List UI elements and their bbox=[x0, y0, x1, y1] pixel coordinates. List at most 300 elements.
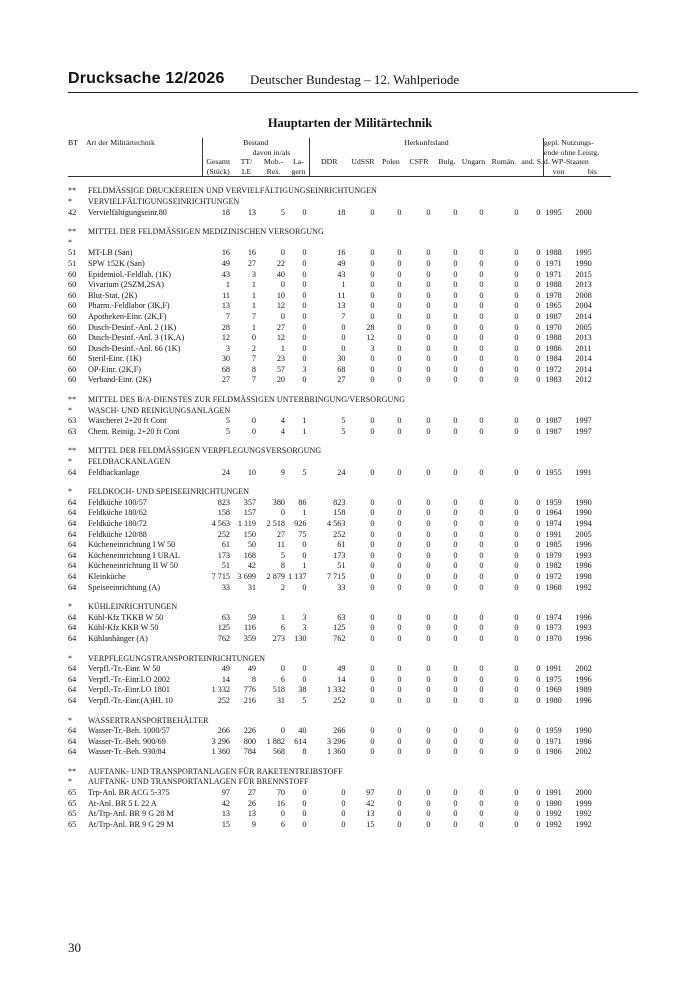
cell-lagern: 0 bbox=[302, 664, 307, 674]
cell-von: 1955 bbox=[545, 467, 562, 477]
cell-polen: 0 bbox=[397, 416, 402, 426]
cell-von: 1988 bbox=[545, 333, 562, 343]
section-marker: ** bbox=[68, 766, 77, 776]
cell-ands: 0 bbox=[536, 788, 541, 798]
cell-ungarn: 0 bbox=[479, 426, 484, 436]
section-heading bbox=[68, 197, 611, 208]
header-bulg: Bulg. bbox=[438, 157, 456, 167]
cell-rumaen: 0 bbox=[514, 529, 519, 539]
cell-bulg: 0 bbox=[453, 364, 458, 374]
cell-ddr: 1 360 bbox=[327, 747, 346, 757]
cell-csfr: 0 bbox=[426, 207, 431, 217]
cell-bis: 1998 bbox=[575, 571, 592, 581]
cell-udssr: 0 bbox=[370, 258, 375, 268]
cell-gesamt: 252 bbox=[217, 529, 230, 539]
cell-bis: 1996 bbox=[575, 674, 592, 684]
cell-mob-res: 0 bbox=[280, 664, 285, 674]
cell-mob-res: 20 bbox=[276, 375, 285, 385]
table-row bbox=[68, 561, 611, 572]
cell-bis: 1990 bbox=[575, 258, 592, 268]
cell-ands: 0 bbox=[536, 582, 541, 592]
cell-lagern: 0 bbox=[302, 301, 307, 311]
cell-udssr: 0 bbox=[370, 664, 375, 674]
cell-ands: 0 bbox=[536, 736, 541, 746]
cell-csfr: 0 bbox=[426, 311, 431, 321]
equipment-name: At/Trp-Anl. BR 9 G 28 M bbox=[88, 809, 174, 819]
cell-ddr: 43 bbox=[337, 269, 346, 279]
header-gepl-2: ende ohne Leistg. bbox=[543, 148, 611, 158]
table-row bbox=[68, 333, 611, 344]
cell-bulg: 0 bbox=[453, 343, 458, 353]
bt-code: 64 bbox=[68, 582, 77, 592]
cell-von: 1983 bbox=[545, 375, 562, 385]
cell-polen: 0 bbox=[397, 354, 402, 364]
cell-von: 1971 bbox=[545, 736, 562, 746]
cell-tt-le: 13 bbox=[247, 207, 256, 217]
cell-ddr: 252 bbox=[333, 529, 346, 539]
cell-csfr: 0 bbox=[426, 280, 431, 290]
header-gern: gern bbox=[288, 167, 309, 177]
cell-ands: 0 bbox=[536, 364, 541, 374]
header-art: Art der Militärtechnik bbox=[86, 138, 155, 147]
cell-ddr: 0 bbox=[341, 788, 346, 798]
cell-udssr: 0 bbox=[370, 726, 375, 736]
cell-gesamt: 762 bbox=[217, 633, 230, 643]
section-heading bbox=[68, 767, 611, 778]
cell-von: 1991 bbox=[545, 788, 562, 798]
equipment-name: Dusch-Desinf.-Anl. 3 (1K,A) bbox=[88, 333, 185, 343]
cell-bis: 1996 bbox=[575, 561, 592, 571]
cell-von: 1988 bbox=[545, 280, 562, 290]
cell-ands: 0 bbox=[536, 311, 541, 321]
cell-mob-res: 6 bbox=[280, 819, 285, 829]
cell-udssr: 0 bbox=[370, 248, 375, 258]
cell-gesamt: 252 bbox=[217, 695, 230, 705]
cell-tt-le: 1 119 bbox=[237, 519, 256, 528]
section-label: WASCH- UND REINIGUNGSANLAGEN bbox=[88, 405, 231, 415]
cell-ands: 0 bbox=[536, 426, 541, 436]
cell-csfr: 0 bbox=[426, 519, 431, 528]
cell-udssr: 13 bbox=[366, 809, 375, 819]
cell-csfr: 0 bbox=[426, 322, 431, 332]
cell-mob-res: 6 bbox=[280, 623, 285, 633]
section-marker: ** bbox=[68, 395, 77, 405]
cell-von: 1973 bbox=[545, 623, 562, 633]
cell-mob-res: 16 bbox=[276, 798, 285, 808]
cell-rumaen: 0 bbox=[514, 550, 519, 560]
cell-ddr: 14 bbox=[337, 674, 346, 684]
section-marker: * bbox=[68, 237, 73, 247]
table-header bbox=[68, 138, 611, 177]
equipment-name: Feldküche 180/72 bbox=[88, 519, 147, 528]
cell-rumaen: 0 bbox=[514, 301, 519, 311]
cell-polen: 0 bbox=[397, 269, 402, 279]
cell-tt-le: 216 bbox=[243, 695, 256, 705]
cell-mob-res: 10 bbox=[276, 290, 285, 300]
cell-ungarn: 0 bbox=[479, 736, 484, 746]
cell-tt-le: 157 bbox=[243, 508, 256, 518]
cell-lagern: 1 bbox=[302, 561, 307, 571]
cell-lagern: 0 bbox=[302, 354, 307, 364]
cell-csfr: 0 bbox=[426, 540, 431, 550]
cell-ungarn: 0 bbox=[479, 311, 484, 321]
cell-ddr: 0 bbox=[341, 819, 346, 829]
cell-rumaen: 0 bbox=[514, 497, 519, 507]
header-rule bbox=[68, 92, 638, 93]
cell-ands: 0 bbox=[536, 798, 541, 808]
cell-csfr: 0 bbox=[426, 354, 431, 364]
cell-mob-res: 22 bbox=[276, 258, 285, 268]
header-gepl-1: gepl. Nutzungs- bbox=[543, 138, 611, 148]
cell-bis: 1996 bbox=[575, 736, 592, 746]
cell-bis: 1996 bbox=[575, 540, 592, 550]
cell-rumaen: 0 bbox=[514, 311, 519, 321]
cell-ungarn: 0 bbox=[479, 529, 484, 539]
cell-csfr: 0 bbox=[426, 788, 431, 798]
bt-code: 64 bbox=[68, 550, 77, 560]
cell-polen: 0 bbox=[397, 726, 402, 736]
cell-csfr: 0 bbox=[426, 561, 431, 571]
cell-mob-res: 12 bbox=[276, 301, 285, 311]
cell-gesamt: 1 360 bbox=[211, 747, 230, 757]
header-davon: davon in/als bbox=[252, 147, 291, 157]
cell-polen: 0 bbox=[397, 529, 402, 539]
cell-udssr: 0 bbox=[370, 623, 375, 633]
cell-tt-le: 168 bbox=[243, 550, 256, 560]
table-row bbox=[68, 696, 611, 707]
cell-ungarn: 0 bbox=[479, 582, 484, 592]
cell-rumaen: 0 bbox=[514, 540, 519, 550]
cell-gesamt: 24 bbox=[221, 467, 230, 477]
cell-gesamt: 27 bbox=[221, 375, 230, 385]
cell-lagern: 3 bbox=[302, 364, 307, 374]
header-ands: and. S. bbox=[521, 157, 543, 167]
cell-udssr: 0 bbox=[370, 497, 375, 507]
header-tt: TT/ bbox=[240, 157, 253, 167]
cell-mob-res: 40 bbox=[276, 269, 285, 279]
cell-bulg: 0 bbox=[453, 788, 458, 798]
cell-bis: 2005 bbox=[575, 529, 592, 539]
cell-gesamt: 14 bbox=[221, 674, 230, 684]
cell-bulg: 0 bbox=[453, 674, 458, 684]
cell-bis: 2013 bbox=[575, 280, 592, 290]
cell-ands: 0 bbox=[536, 497, 541, 507]
cell-ddr: 0 bbox=[341, 809, 346, 819]
cell-rumaen: 0 bbox=[514, 248, 519, 258]
cell-ungarn: 0 bbox=[479, 364, 484, 374]
cell-polen: 0 bbox=[397, 685, 402, 695]
cell-ddr: 5 bbox=[341, 426, 346, 436]
cell-csfr: 0 bbox=[426, 695, 431, 705]
cell-tt-le: 116 bbox=[244, 623, 256, 633]
cell-ands: 0 bbox=[536, 747, 541, 757]
cell-von: 1970 bbox=[545, 322, 562, 332]
cell-mob-res: 5 bbox=[280, 207, 285, 217]
table-row bbox=[68, 270, 611, 281]
cell-bis: 1993 bbox=[575, 623, 592, 633]
cell-von: 1991 bbox=[545, 529, 562, 539]
cell-bis: 1996 bbox=[575, 695, 592, 705]
header-res: Res. bbox=[259, 167, 288, 177]
cell-ddr: 4 563 bbox=[327, 519, 346, 528]
cell-von: 1980 bbox=[545, 695, 562, 705]
cell-mob-res: 70 bbox=[276, 788, 285, 798]
cell-ddr: 3 296 bbox=[327, 736, 346, 746]
cell-tt-le: 150 bbox=[243, 529, 256, 539]
bt-code: 64 bbox=[68, 540, 77, 550]
cell-polen: 0 bbox=[397, 343, 402, 353]
equipment-name: Kühl-Kfz KKB W 50 bbox=[88, 623, 159, 633]
cell-gesamt: 18 bbox=[221, 207, 230, 217]
cell-ands: 0 bbox=[536, 375, 541, 385]
cell-lagern: 0 bbox=[302, 674, 307, 684]
cell-udssr: 0 bbox=[370, 301, 375, 311]
section-marker: ** bbox=[68, 446, 77, 456]
header-bis: bis bbox=[573, 167, 611, 177]
cell-bis: 2005 bbox=[575, 322, 592, 332]
cell-von: 1984 bbox=[545, 354, 562, 364]
cell-gesamt: 125 bbox=[217, 623, 230, 633]
cell-ands: 0 bbox=[536, 280, 541, 290]
cell-bis: 2000 bbox=[575, 788, 592, 798]
cell-rumaen: 0 bbox=[514, 612, 519, 622]
cell-ungarn: 0 bbox=[479, 301, 484, 311]
cell-ddr: 125 bbox=[333, 623, 346, 633]
cell-ddr: 0 bbox=[341, 333, 346, 343]
cell-ands: 0 bbox=[536, 416, 541, 426]
cell-polen: 0 bbox=[397, 290, 402, 300]
cell-csfr: 0 bbox=[426, 290, 431, 300]
bt-code: 63 bbox=[68, 426, 77, 436]
cell-von: 1987 bbox=[545, 416, 562, 426]
table-row bbox=[68, 572, 611, 583]
cell-lagern: 0 bbox=[302, 582, 307, 592]
cell-von: 1986 bbox=[545, 343, 562, 353]
section-label: VERPFLEGUNGSTRANSPORTEINRICHTUNGEN bbox=[88, 653, 266, 663]
equipment-name: Kücheneinrichtung II W 50 bbox=[88, 561, 178, 571]
cell-bis: 2000 bbox=[575, 207, 592, 217]
cell-udssr: 0 bbox=[370, 633, 375, 643]
cell-polen: 0 bbox=[397, 674, 402, 684]
section-label: FELDBACKANLAGEN bbox=[88, 457, 171, 467]
cell-ddr: 13 bbox=[337, 301, 346, 311]
cell-udssr: 0 bbox=[370, 550, 375, 560]
table-row bbox=[68, 623, 611, 634]
cell-rumaen: 0 bbox=[514, 664, 519, 674]
cell-ungarn: 0 bbox=[479, 623, 484, 633]
cell-ddr: 1 332 bbox=[327, 685, 346, 695]
cell-udssr: 0 bbox=[370, 290, 375, 300]
bt-code: 64 bbox=[68, 497, 77, 507]
cell-polen: 0 bbox=[397, 467, 402, 477]
cell-ddr: 18 bbox=[337, 207, 346, 217]
cell-mob-res: 31 bbox=[276, 695, 285, 705]
header-bt: BT bbox=[68, 138, 78, 147]
table-row bbox=[68, 519, 611, 530]
cell-csfr: 0 bbox=[426, 550, 431, 560]
bt-code: 42 bbox=[68, 207, 77, 217]
cell-lagern: 0 bbox=[302, 550, 307, 560]
cell-bulg: 0 bbox=[453, 280, 458, 290]
cell-rumaen: 0 bbox=[514, 322, 519, 332]
header-udssr: UdSSR bbox=[351, 157, 375, 167]
cell-rumaen: 0 bbox=[514, 685, 519, 695]
cell-ungarn: 0 bbox=[479, 726, 484, 736]
cell-bis: 1992 bbox=[575, 809, 592, 819]
cell-mob-res: 57 bbox=[276, 364, 285, 374]
cell-ands: 0 bbox=[536, 726, 541, 736]
bt-code: 51 bbox=[68, 248, 77, 258]
section-label: AUFTANK- UND TRANSPORTANLAGEN FÜR RAKETENTREIBSTOFF bbox=[88, 766, 343, 776]
cell-csfr: 0 bbox=[426, 416, 431, 426]
cell-gesamt: 42 bbox=[221, 798, 230, 808]
cell-ddr: 762 bbox=[333, 633, 346, 643]
cell-bis: 1990 bbox=[575, 497, 592, 507]
equipment-name: Vervielfältigungseinr.80 bbox=[88, 207, 167, 217]
cell-lagern: 1 137 bbox=[288, 571, 307, 581]
cell-polen: 0 bbox=[397, 819, 402, 829]
equipment-name: Verpfl.-Tr.-Einr.LO 1801 bbox=[88, 685, 171, 695]
equipment-name: Wäscherei 2+20 ft Cont bbox=[88, 416, 167, 426]
cell-tt-le: 776 bbox=[243, 685, 256, 695]
bt-code: 60 bbox=[68, 311, 77, 321]
cell-von: 1959 bbox=[545, 497, 562, 507]
cell-ungarn: 0 bbox=[479, 561, 484, 571]
cell-lagern: 614 bbox=[294, 736, 307, 746]
cell-ands: 0 bbox=[536, 207, 541, 217]
cell-ddr: 61 bbox=[337, 540, 346, 550]
cell-bulg: 0 bbox=[453, 571, 458, 581]
cell-polen: 0 bbox=[397, 280, 402, 290]
row-spacer bbox=[68, 478, 611, 487]
table-row bbox=[68, 427, 611, 438]
header-la: La- bbox=[293, 157, 304, 167]
cell-mob-res: 9 bbox=[280, 467, 285, 477]
cell-rumaen: 0 bbox=[514, 426, 519, 436]
cell-polen: 0 bbox=[397, 207, 402, 217]
equipment-name: Kleinküche bbox=[88, 571, 126, 581]
table-row bbox=[68, 613, 611, 624]
cell-mob-res: 2 518 bbox=[266, 519, 285, 528]
cell-lagern: 86 bbox=[298, 497, 307, 507]
table-row bbox=[68, 375, 611, 386]
cell-ungarn: 0 bbox=[479, 612, 484, 622]
cell-polen: 0 bbox=[397, 582, 402, 592]
cell-von: 1971 bbox=[545, 258, 562, 268]
equipment-name: Feldküche 120/88 bbox=[88, 529, 147, 539]
cell-ands: 0 bbox=[536, 519, 541, 528]
header-rumaen: Rumän. bbox=[491, 157, 517, 167]
cell-ddr: 24 bbox=[337, 467, 346, 477]
cell-bulg: 0 bbox=[453, 248, 458, 258]
cell-gesamt: 266 bbox=[217, 726, 230, 736]
cell-polen: 0 bbox=[397, 633, 402, 643]
cell-udssr: 0 bbox=[370, 426, 375, 436]
cell-gesamt: 15 bbox=[221, 819, 230, 829]
cell-ddr: 11 bbox=[337, 290, 346, 300]
cell-mob-res: 4 bbox=[280, 426, 285, 436]
cell-bis: 1997 bbox=[575, 416, 592, 426]
cell-bulg: 0 bbox=[453, 550, 458, 560]
cell-polen: 0 bbox=[397, 248, 402, 258]
cell-csfr: 0 bbox=[426, 685, 431, 695]
cell-ddr: 51 bbox=[337, 561, 346, 571]
cell-lagern: 1 bbox=[302, 416, 307, 426]
cell-bis: 2015 bbox=[575, 269, 592, 279]
cell-csfr: 0 bbox=[426, 508, 431, 518]
cell-rumaen: 0 bbox=[514, 280, 519, 290]
bt-code: 64 bbox=[68, 519, 77, 528]
cell-polen: 0 bbox=[397, 364, 402, 374]
section-heading bbox=[68, 238, 611, 249]
equipment-name: Kühl-Kfz TKKB W 50 bbox=[88, 612, 164, 622]
cell-csfr: 0 bbox=[426, 809, 431, 819]
table-row bbox=[68, 312, 611, 323]
cell-ddr: 33 bbox=[337, 582, 346, 592]
cell-tt-le: 784 bbox=[243, 747, 256, 757]
row-spacer bbox=[68, 218, 611, 227]
cell-von: 1986 bbox=[545, 747, 562, 757]
cell-lagern: 40 bbox=[298, 726, 307, 736]
cell-gesamt: 7 bbox=[225, 311, 230, 321]
header-stueck: (Stück) bbox=[202, 167, 234, 177]
cell-rumaen: 0 bbox=[514, 354, 519, 364]
cell-bulg: 0 bbox=[453, 269, 458, 279]
table-row bbox=[68, 664, 611, 675]
equipment-name: At-Anl. BR 5 L 22 A bbox=[88, 798, 157, 808]
cell-von: 1982 bbox=[545, 561, 562, 571]
cell-csfr: 0 bbox=[426, 343, 431, 353]
cell-rumaen: 0 bbox=[514, 343, 519, 353]
cell-ungarn: 0 bbox=[479, 343, 484, 353]
cell-mob-res: 273 bbox=[272, 633, 285, 643]
cell-tt-le: 3 699 bbox=[237, 571, 256, 581]
cell-ungarn: 0 bbox=[479, 809, 484, 819]
table-row bbox=[68, 726, 611, 737]
cell-bis: 2014 bbox=[575, 311, 592, 321]
section-marker: * bbox=[68, 457, 73, 467]
cell-gesamt: 13 bbox=[221, 301, 230, 311]
cell-mob-res: 2 bbox=[280, 582, 285, 592]
cell-ddr: 7 715 bbox=[327, 571, 346, 581]
bt-code: 60 bbox=[68, 343, 77, 353]
cell-von: 1972 bbox=[545, 364, 562, 374]
cell-ungarn: 0 bbox=[479, 519, 484, 528]
cell-mob-res: 4 bbox=[280, 416, 285, 426]
bt-code: 60 bbox=[68, 333, 77, 343]
cell-ddr: 158 bbox=[333, 508, 346, 518]
table-row bbox=[68, 248, 611, 259]
cell-ddr: 823 bbox=[333, 497, 346, 507]
cell-gesamt: 63 bbox=[221, 612, 230, 622]
cell-ungarn: 0 bbox=[479, 248, 484, 258]
cell-udssr: 0 bbox=[370, 269, 375, 279]
cell-ands: 0 bbox=[536, 354, 541, 364]
cell-ddr: 5 bbox=[341, 416, 346, 426]
bt-code: 65 bbox=[68, 798, 77, 808]
cell-csfr: 0 bbox=[426, 497, 431, 507]
cell-gesamt: 43 bbox=[221, 269, 230, 279]
cell-tt-le: 27 bbox=[247, 258, 256, 268]
cell-csfr: 0 bbox=[426, 736, 431, 746]
cell-polen: 0 bbox=[397, 508, 402, 518]
table-row bbox=[68, 259, 611, 270]
cell-mob-res: 568 bbox=[272, 747, 285, 757]
cell-ands: 0 bbox=[536, 290, 541, 300]
bt-code: 65 bbox=[68, 788, 77, 798]
cell-bulg: 0 bbox=[453, 333, 458, 343]
cell-polen: 0 bbox=[397, 375, 402, 385]
